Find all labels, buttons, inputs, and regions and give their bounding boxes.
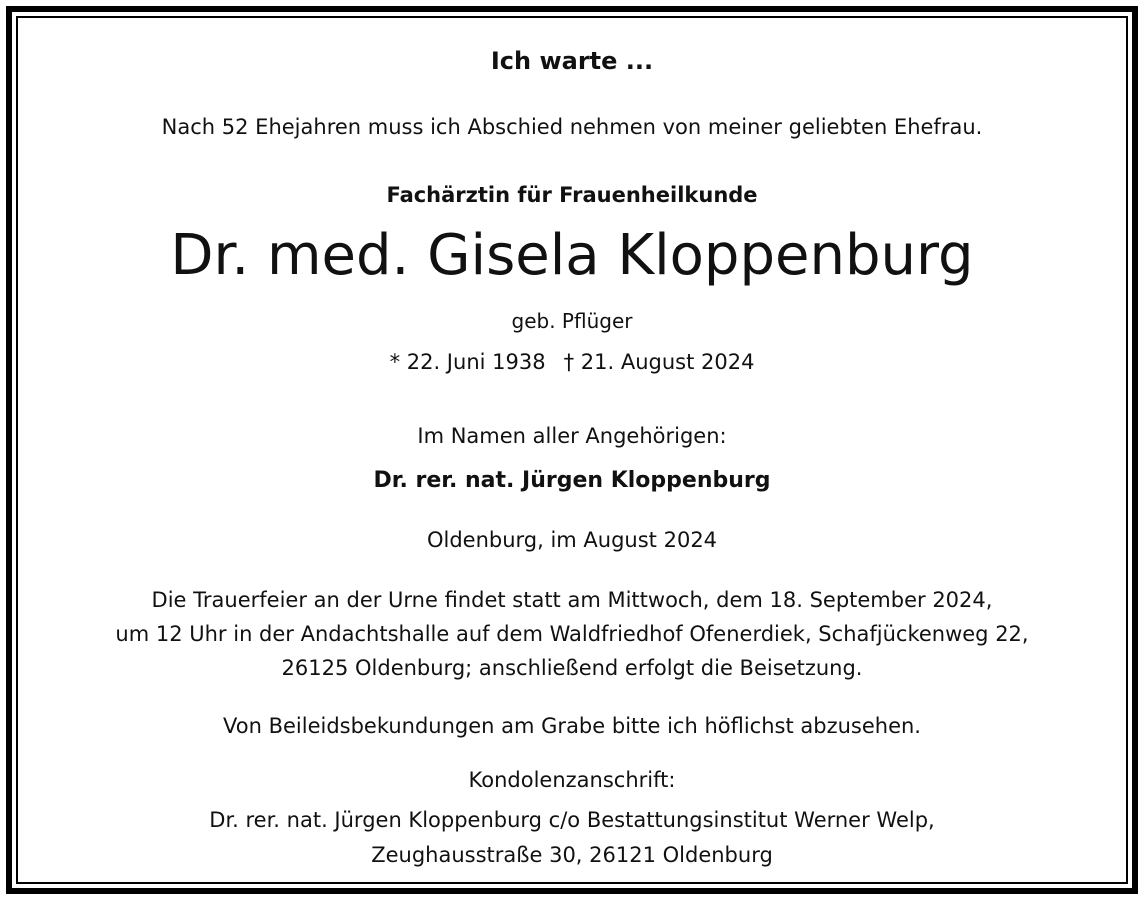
notice-heading: Ich warte ...	[490, 47, 654, 75]
mourning-label: Im Namen aller Angehörigen:	[417, 424, 727, 448]
inner-border	[16, 16, 1128, 884]
deceased-name: Dr. med. Gisela Kloppenburg	[170, 223, 974, 288]
condolence-address-line: Dr. rer. nat. Jürgen Kloppenburg c/o Bestattungsinstitut Werner Welp,	[209, 808, 935, 832]
condolence-request: Von Beileidsbekundungen am Grabe bitte ich höflichst abzusehen.	[223, 714, 921, 738]
profession-title: Fachärztin für Frauenheilkunde	[386, 183, 758, 207]
place-date: Oldenburg, im August 2024	[426, 528, 718, 552]
death-date: † 21. August 2024	[563, 350, 755, 374]
life-dates	[0, 352, 1144, 373]
service-line: um 12 Uhr in der Andachtshalle auf dem Waldfriedhof Ofenerdiek, Schafjückenweg 22,	[115, 622, 1029, 646]
service-line: 26125 Oldenburg; anschließend erfolgt die Beisetzung.	[281, 656, 863, 680]
condolence-label: Kondolenzanschrift:	[468, 768, 676, 792]
intro-text: Nach 52 Ehejahren muss ich Abschied nehmen von meiner geliebten Ehefrau.	[161, 115, 983, 139]
signer-name: Dr. rer. nat. Jürgen Kloppenburg	[373, 468, 771, 493]
birth-date: * 22. Juni 1938	[389, 350, 546, 374]
maiden-name: geb. Pflüger	[511, 309, 633, 333]
service-line: Die Trauerfeier an der Urne findet statt am Mittwoch, dem 18. September 2024,	[151, 588, 993, 612]
condolence-address-line: Zeughausstraße 30, 26121 Oldenburg	[371, 843, 773, 867]
